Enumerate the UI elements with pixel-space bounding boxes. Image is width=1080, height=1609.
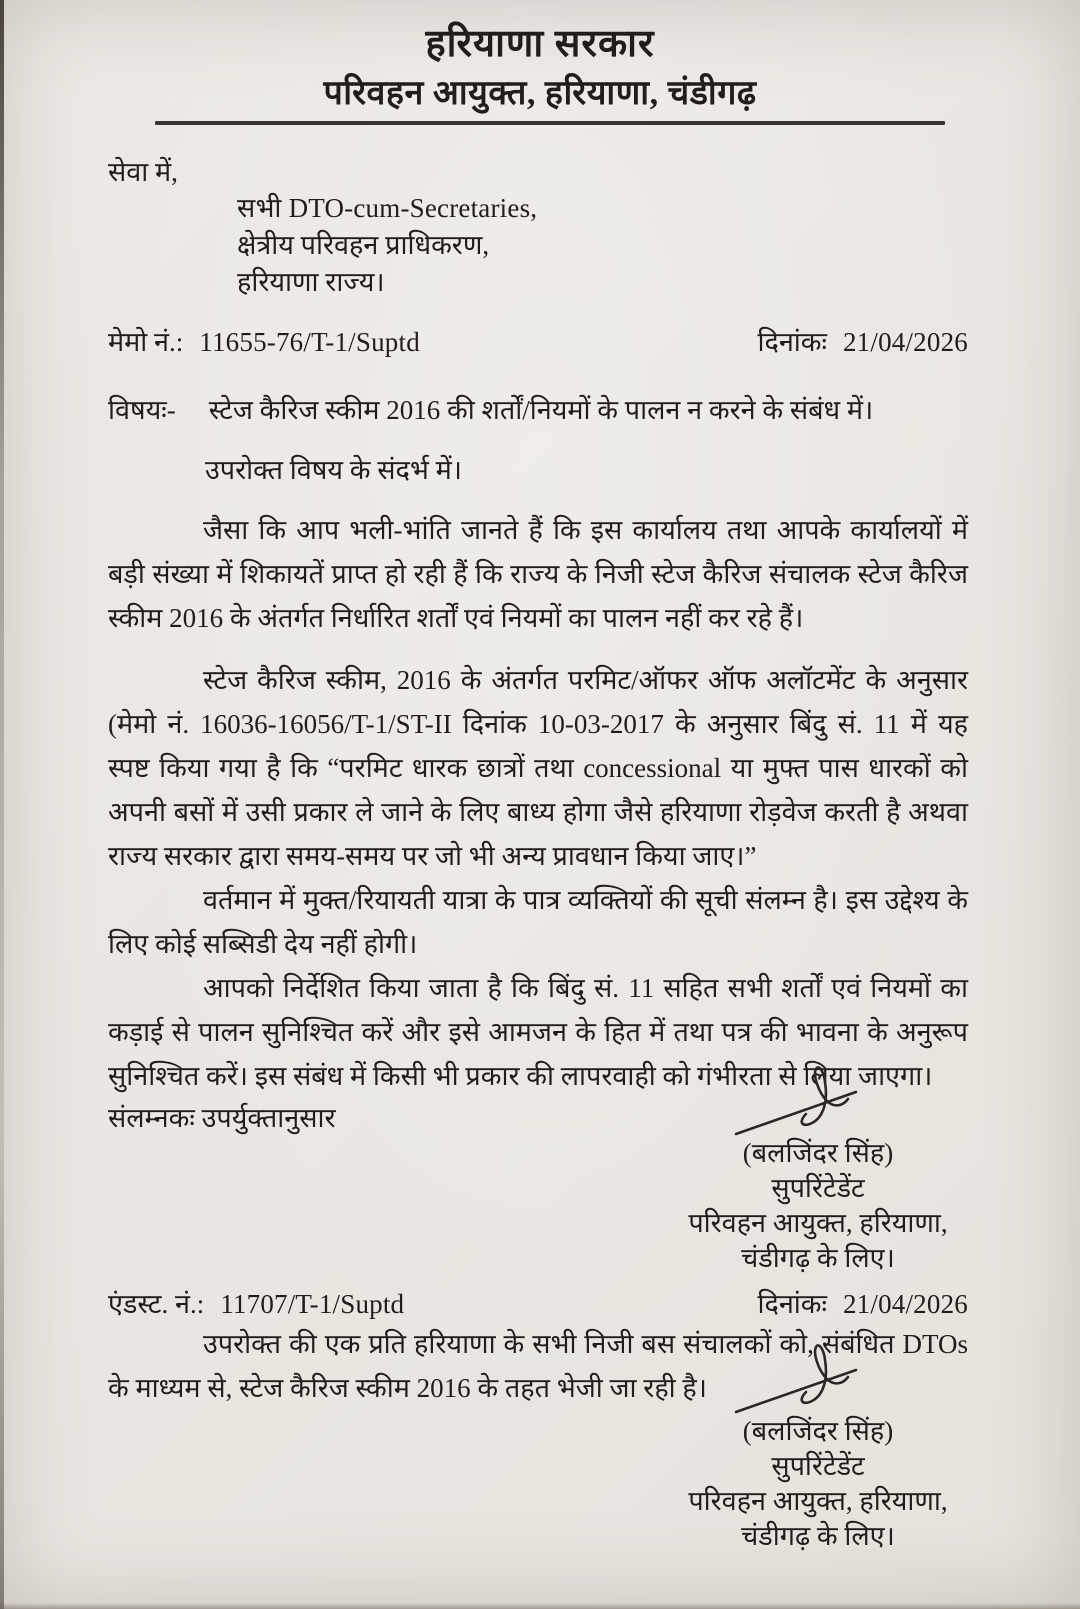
memo-number-value: 11655-76/T-1/Suptd [199, 327, 420, 357]
memo-date-value: 21/04/2026 [842, 327, 968, 357]
signatory-org-line: परिवहन आयुक्त, हरियाणा, [688, 1486, 948, 1516]
memo-number [108, 320, 420, 364]
letter-body [108, 508, 968, 1098]
endorsement-number-label: एंडस्ट. नं.: [108, 1289, 205, 1319]
endorsement-date [757, 1282, 968, 1326]
signature-block-1 [648, 1062, 988, 1276]
signatory-title: सुपरिंटेडेंट [771, 1451, 865, 1481]
salutation: सेवा में, [108, 157, 178, 187]
signature-scribble-icon [728, 1062, 908, 1140]
body-paragraph: आपको निर्देशित किया जाता है कि बिंदु सं. 11 सहित सभी शर्तों एवं नियमों का कड़ाई से पालन सुनिश्चित करें और इसे आमजन के हित में तथा पत्र की भावना के अनुरूप सुनिश्चित करें। इस संबंध में किसी भी प्रकार की लापरवाही को गंभीरता से लिया जाएगा। [108, 973, 968, 1091]
enclosure-line: संलम्नकः उपर्युक्तानुसार [108, 1103, 336, 1133]
signatory-org-line: चंडीगढ़ के लिए। [741, 1243, 895, 1273]
endorsement-number [108, 1282, 404, 1326]
signatory-title: सुपरिंटेडेंट [771, 1173, 865, 1203]
endorsement-text: उपरोक्त की एक प्रति हरियाणा के सभी निजी बस संचालकों को, संबंधित DTOs के माध्यम से, स्टेज कैरिज स्कीम 2016 के तहत भेजी जा रही है। [108, 1329, 968, 1403]
body-paragraph: जैसा कि आप भली-भांति जानते हैं कि इस कार्यालय तथा आपके कार्यालयों में बड़ी संख्या में शिकायतें प्राप्त हो रही हैं कि राज्य के निजी स्टेज कैरिज संचालक स्टेज कैरिज स्कीम 2016 के अंतर्गत निर्धारित शर्तों एवं नियमों का पालन नहीं कर रहे हैं। [108, 515, 968, 633]
endorsement-row [108, 1282, 968, 1326]
endorsement-date-label: दिनांकः [757, 1289, 827, 1319]
reference-line: उपरोक्त विषय के संदर्भ में। [205, 455, 462, 485]
subject-row [108, 388, 968, 432]
recipient-line: सभी DTO-cum-Secretaries, [237, 193, 538, 223]
body-paragraph: वर्तमान में मुक्त/रियायती यात्रा के पात्र व्यक्तियों की सूची संलम्न है। इस उद्देश्य के लिए कोई सब्सिडी देय नहीं होगी। [108, 885, 968, 959]
letterhead-office-title: परिवहन आयुक्त, हरियाणा, चंडीगढ़ [323, 75, 757, 112]
memo-date [757, 320, 968, 364]
signatory-name: (बलजिंदर सिंह) [742, 1416, 894, 1446]
endorsement-date-value: 21/04/2026 [842, 1289, 968, 1319]
signatory-org-line: परिवहन आयुक्त, हरियाणा, [688, 1208, 948, 1238]
subject-text: स्टेज कैरिज स्कीम 2016 की शर्तों/नियमों के पालन न करने के संबंध में। [208, 395, 874, 425]
letterhead-government-title: हरियाणा सरकार [425, 23, 655, 65]
recipient-line: हरियाणा राज्य। [237, 267, 385, 297]
memo-number-label: मेमो नं.: [108, 327, 184, 357]
signature-scribble-icon [728, 1340, 908, 1418]
endorsement-number-value: 11707/T-1/Suptd [220, 1289, 405, 1319]
recipient-block [237, 190, 537, 301]
body-paragraph: स्टेज कैरिज स्कीम, 2016 के अंतर्गत परमिट/ऑफर ऑफ अलॉटमेंट के अनुसार (मेमो नं. 16036-16056/T-1/ST-II दिनांक 10-03-2017 के अनुसार बिंदु सं. 11 में यह स्पष्ट किया गया है कि “परमिट धारक छात्रों तथा concessional या मुफ्त पास धारकों को अपनी बसों में उसी प्रकार ले जाने के लिए बाध्य होगा जैसे हरियाणा रोड़वेज करती है अथवा राज्य सरकार द्वारा समय-समय पर जो भी अन्य प्रावधान किया जाए।” [108, 665, 968, 871]
signatory-name: (बलजिंदर सिंह) [742, 1138, 894, 1168]
subject-label: विषयः- [108, 395, 176, 425]
recipient-line: क्षेत्रीय परिवहन प्राधिकरण, [237, 230, 490, 260]
signatory-org-line: चंडीगढ़ के लिए। [741, 1521, 895, 1551]
signature-block-2 [648, 1340, 988, 1554]
memo-row [108, 320, 968, 364]
letterhead-rule [155, 121, 945, 125]
memo-date-label: दिनांकः [757, 327, 827, 357]
